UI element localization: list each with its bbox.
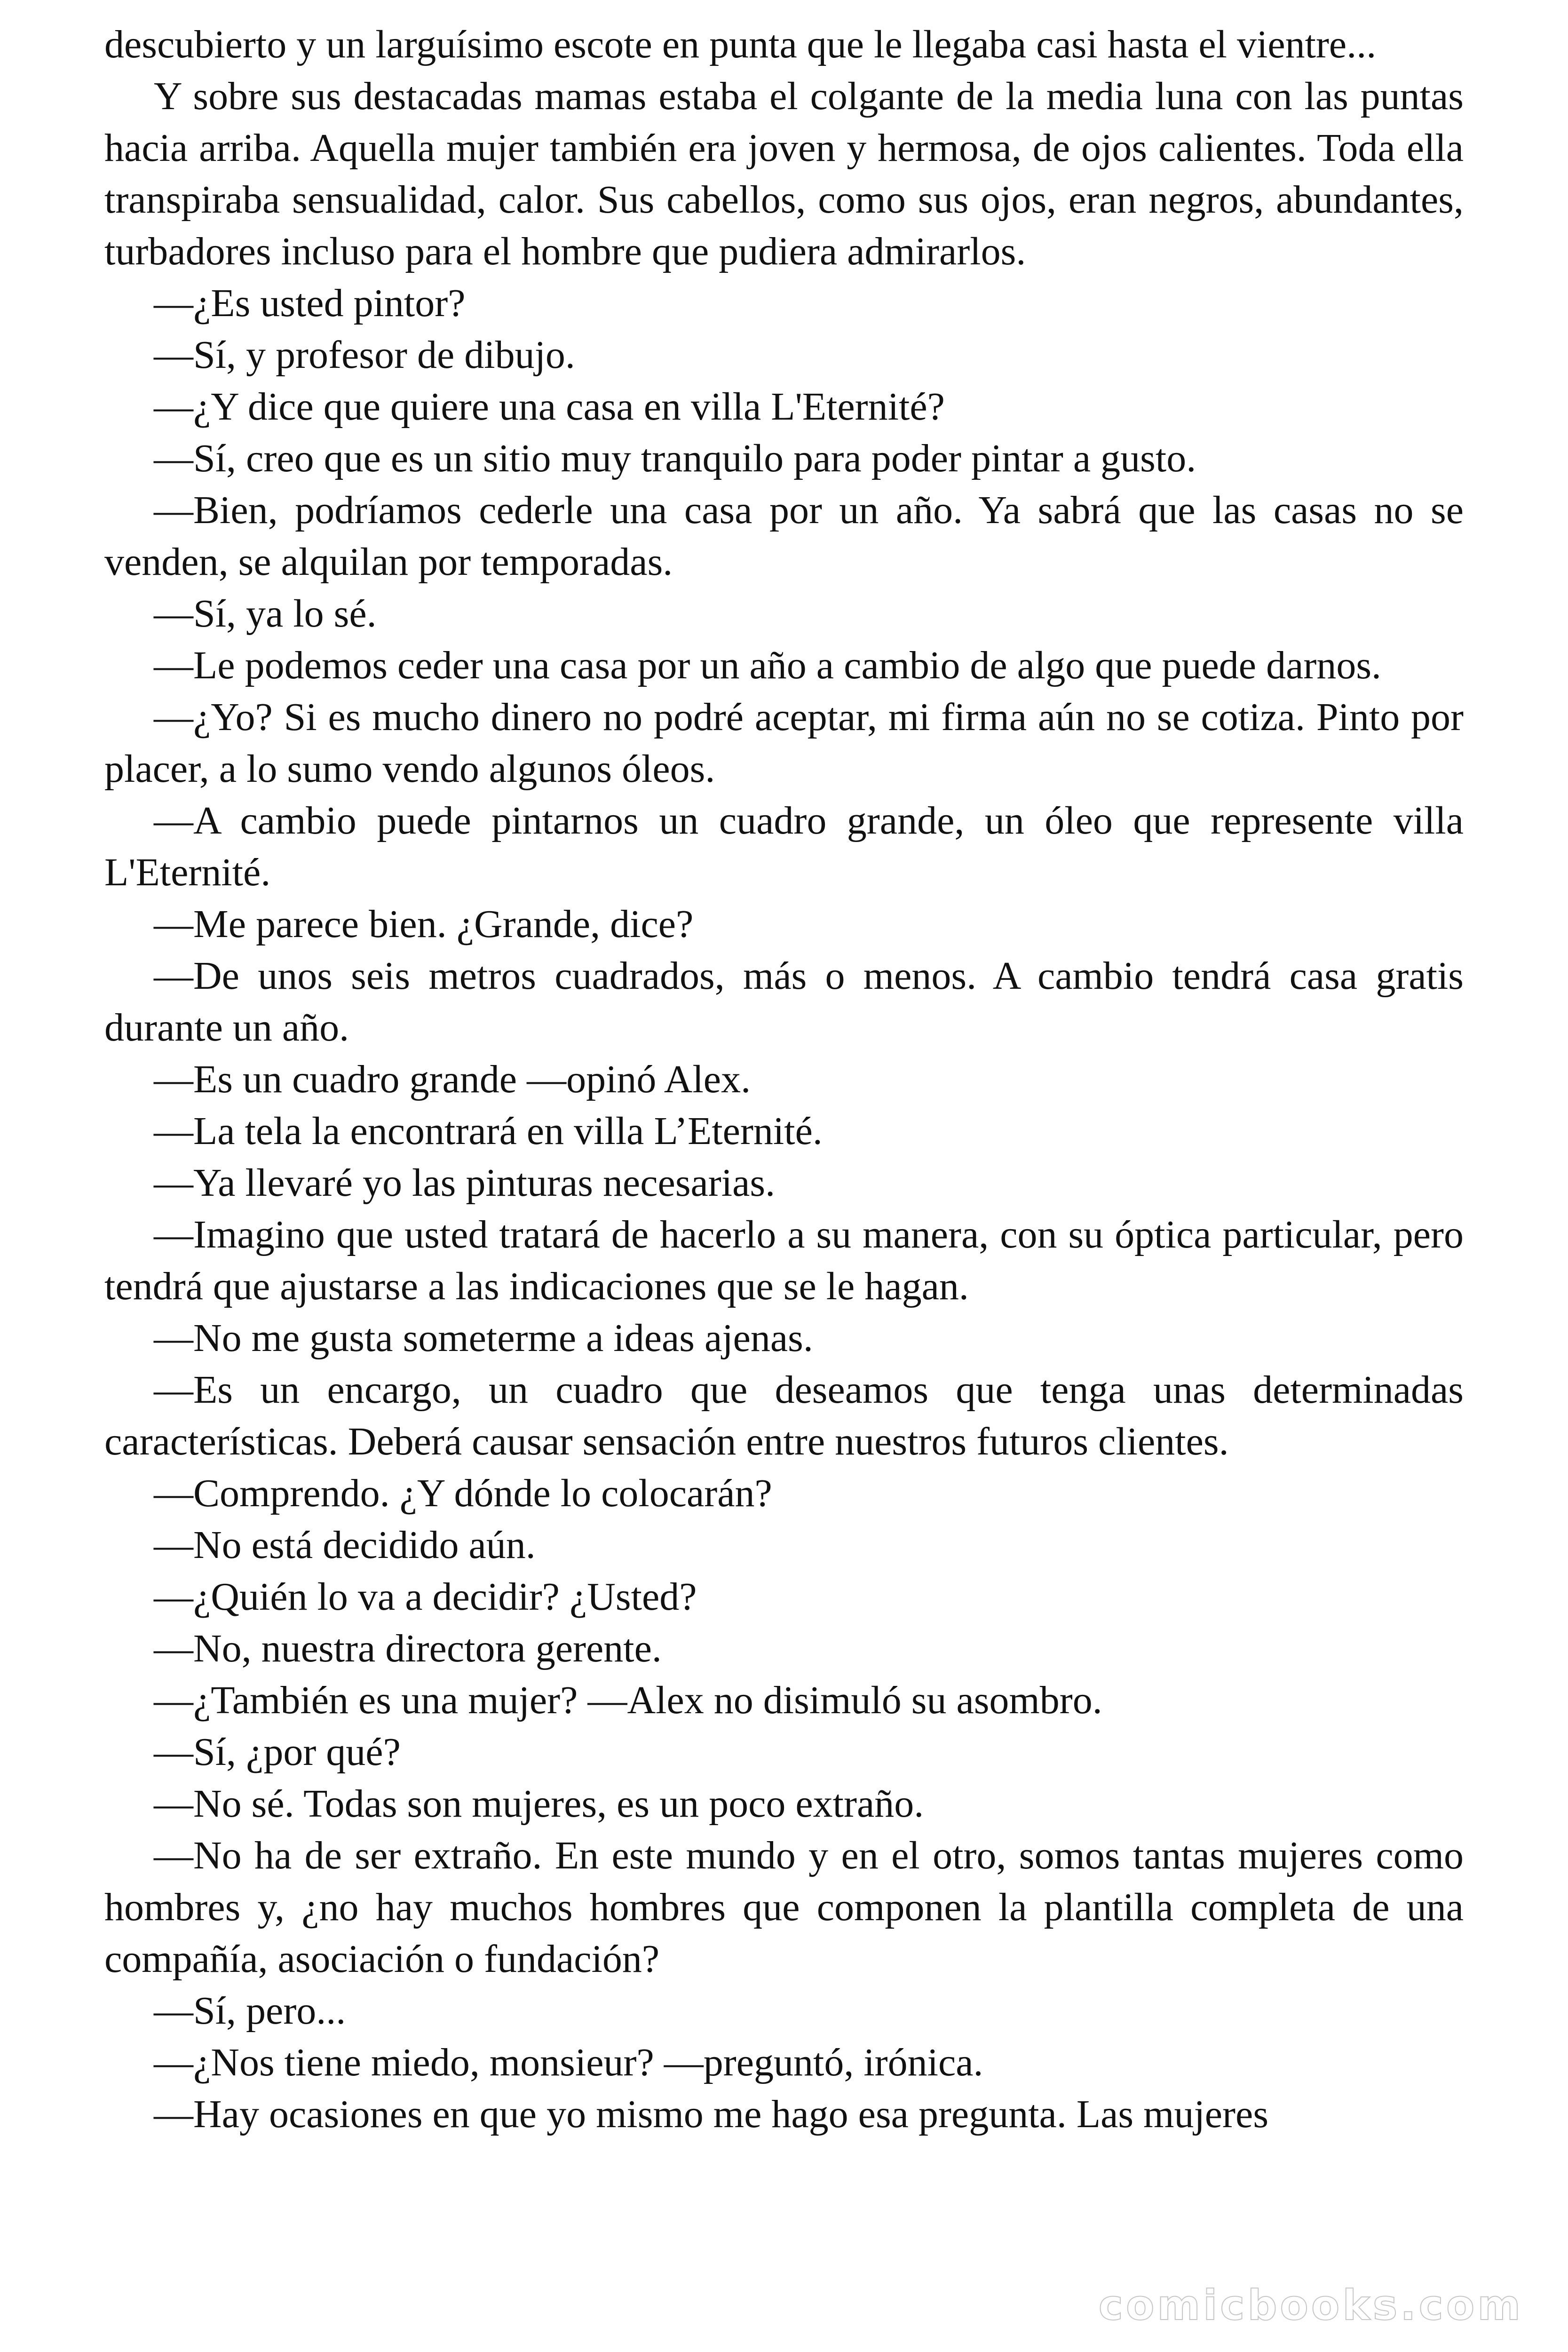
dialogue-line: —Sí, y profesor de dibujo. (154, 333, 575, 377)
dialogue-line: —Hay ocasiones en que yo mismo me hago esa pregunta. Las mujeres (154, 2092, 1269, 2136)
dialogue-line: —¿Es usted pintor? (154, 281, 466, 325)
dialogue-line: —Bien, podríamos cederle una casa por un año. Ya sabrá que las casas no se venden, se alquilan por temporadas. (104, 488, 1464, 584)
dialogue-line: —¿Yo? Si es mucho dinero no podré aceptar, mi firma aún no se cotiza. Pinto por placer, a lo sumo vendo algunos óleos. (104, 695, 1464, 791)
dialogue-line: —No me gusta someterme a ideas ajenas. (154, 1316, 813, 1360)
dialogue-line: —¿Nos tiene miedo, monsieur? —preguntó, irónica. (154, 2041, 983, 2084)
dialogue-line: —Le podemos ceder una casa por un año a cambio de algo que puede darnos. (154, 644, 1382, 687)
dialogue-line: —No, nuestra directora gerente. (154, 1627, 662, 1670)
dialogue-line: —Sí, pero... (154, 1989, 346, 2033)
dialogue-line: —Ya llevaré yo las pinturas necesarias. (154, 1161, 776, 1205)
paragraph: Y sobre sus destacadas mamas estaba el colgante de la media luna con las puntas hacia arriba. Aquella mujer también era joven y hermosa, de ojos calientes. Toda ella transpiraba sensualidad, calor. Sus cabellos, como sus ojos, eran negros, abundantes, turbadores incluso para el hombre que pudiera admirarlos. (104, 74, 1464, 273)
dialogue-line: —No sé. Todas son mujeres, es un poco extraño. (154, 1782, 924, 1826)
body-text (104, 19, 1464, 2140)
paragraph: descubierto y un larguísimo escote en punta que le llegaba casi hasta el vientre... (104, 23, 1377, 66)
dialogue-line: —Comprendo. ¿Y dónde lo colocarán? (154, 1471, 772, 1515)
dialogue-line: —No ha de ser extraño. En este mundo y en el otro, somos tantas mujeres como hombres y, ¿no hay muchos hombres que componen la plantilla completa de una compañía, asociación o fundación? (104, 1834, 1464, 1981)
dialogue-line: —Sí, ¿por qué? (154, 1730, 401, 1774)
dialogue-line: —Me parece bien. ¿Grande, dice? (154, 902, 694, 946)
dialogue-line: —Sí, creo que es un sitio muy tranquilo para poder pintar a gusto. (154, 437, 1196, 480)
dialogue-line: —¿Quién lo va a decidir? ¿Usted? (154, 1575, 697, 1619)
watermark-logo: comicbooks.com (1098, 2281, 1523, 2329)
dialogue-line: —¿Y dice que quiere una casa en villa L'Eternité? (154, 385, 945, 429)
dialogue-line: —Es un encargo, un cuadro que deseamos que tenga unas determinadas características. Deberá causar sensación entre nuestros futuros clientes. (104, 1368, 1464, 1463)
dialogue-line: —Es un cuadro grande —opinó Alex. (154, 1057, 751, 1101)
dialogue-line: —¿También es una mujer? —Alex no disimuló su asombro. (154, 1678, 1102, 1722)
dialogue-line: —No está decidido aún. (154, 1523, 536, 1567)
dialogue-line: —A cambio puede pintarnos un cuadro grande, un óleo que represente villa L'Eternité. (104, 799, 1464, 894)
dialogue-line: —Sí, ya lo sé. (154, 592, 377, 636)
dialogue-line: —Imagino que usted tratará de hacerlo a su manera, con su óptica particular, pero tendrá que ajustarse a las indicaciones que se le hagan. (104, 1213, 1464, 1308)
dialogue-line: —De unos seis metros cuadrados, más o menos. A cambio tendrá casa gratis durante un año. (104, 954, 1464, 1049)
dialogue-line: —La tela la encontrará en villa L’Eternité. (154, 1109, 823, 1153)
